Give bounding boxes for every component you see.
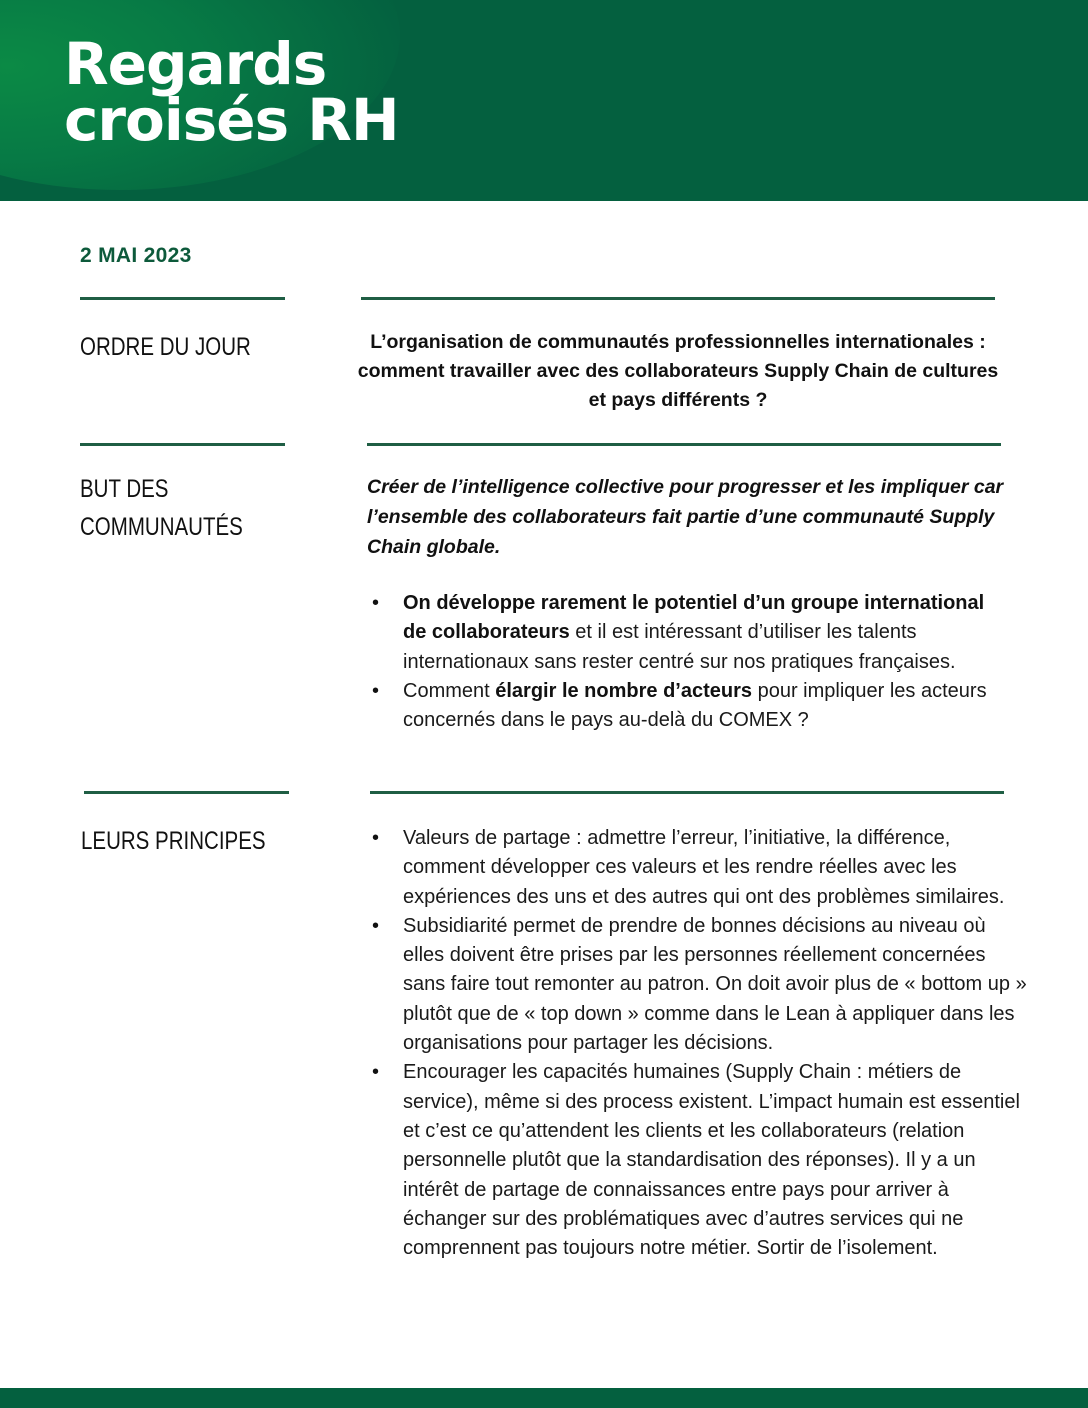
agenda-text: L’organisation de communautés professionnelles internationales : comment travailler avec des collaborateurs Supply Chain de cultures et pays différents ? — [357, 331, 999, 411]
purpose-intro: Créer de l’intelligence collective pour progresser et les impliquer car l’ensemble des collaborateurs fait partie d’une communauté Supply Chain globale. — [367, 476, 1004, 558]
label-divider-2 — [80, 443, 285, 446]
list-item — [367, 677, 1007, 736]
content-divider-1 — [361, 297, 995, 300]
section-label-principles: LEURS PRINCIPES — [81, 827, 266, 855]
title-line-2: croisés RH — [64, 86, 399, 154]
purpose-label-line-2: COMMUNAUTÉS — [80, 513, 243, 541]
list-item: • Encourager les capacités humaines (Supply Chain : métiers de service), même si des process existent. L’impact humain est essentiel et c’est ce qu’attendent les clients et les collaborateurs (relation personnelle plutôt que la standardisation des réponses). Il y a un intérêt de partage de connaissances entre pays pour arriver à échanger sur des problématiques avec d’autres services qui ne comprennent pas toujours notre métier. Sortir de l’isolement. — [367, 1058, 1027, 1263]
content-divider-3 — [370, 791, 1004, 794]
footer-band — [0, 1388, 1088, 1408]
page-title — [64, 30, 399, 154]
header-banner — [0, 0, 1088, 201]
meeting-date: 2 MAI 2023 — [80, 244, 192, 267]
bullet-text: pour impliquer les acteurs concernés dans le pays au-delà du COMEX ? — [403, 679, 987, 732]
title-line-1: Regards — [64, 30, 327, 98]
list-item: • Subsidiarité permet de prendre de bonnes décisions au niveau où elles doivent être prises par les personnes réellement concernées sans faire tout remonter au patron. On doit avoir plus de « bottom up » plutôt que de « top down » comme dans le Lean à appliquer dans les organisations pour partager les décisions. — [367, 912, 1027, 1058]
purpose-bullet-list — [367, 589, 1007, 735]
purpose-label-line-1: BUT DES — [80, 475, 169, 503]
bullet-text: et il est intéressant d’utiliser les talents internationaux sans rester centré sur nos pratiques françaises. — [403, 621, 956, 673]
content-divider-2 — [367, 443, 1001, 446]
list-item: • Valeurs de partage : admettre l’erreur, l’initiative, la différence, comment développer ces valeurs et les rendre réelles avec les expériences des uns et des autres qui ont des problèmes similaires. — [367, 824, 1027, 912]
bullet-bold-text: On développe rarement le potentiel d’un groupe international de collaborateurs — [403, 592, 985, 644]
label-divider-3 — [84, 791, 289, 794]
list-item — [367, 589, 1007, 677]
section-label-purpose — [80, 470, 243, 546]
section-label-agenda: ORDRE DU JOUR — [80, 333, 251, 361]
label-divider-1 — [80, 297, 285, 300]
bullet-text-prefix: Comment — [403, 679, 496, 702]
principles-bullet-list — [367, 824, 1027, 1263]
bullet-bold-text: élargir le nombre d’acteurs — [495, 679, 753, 702]
